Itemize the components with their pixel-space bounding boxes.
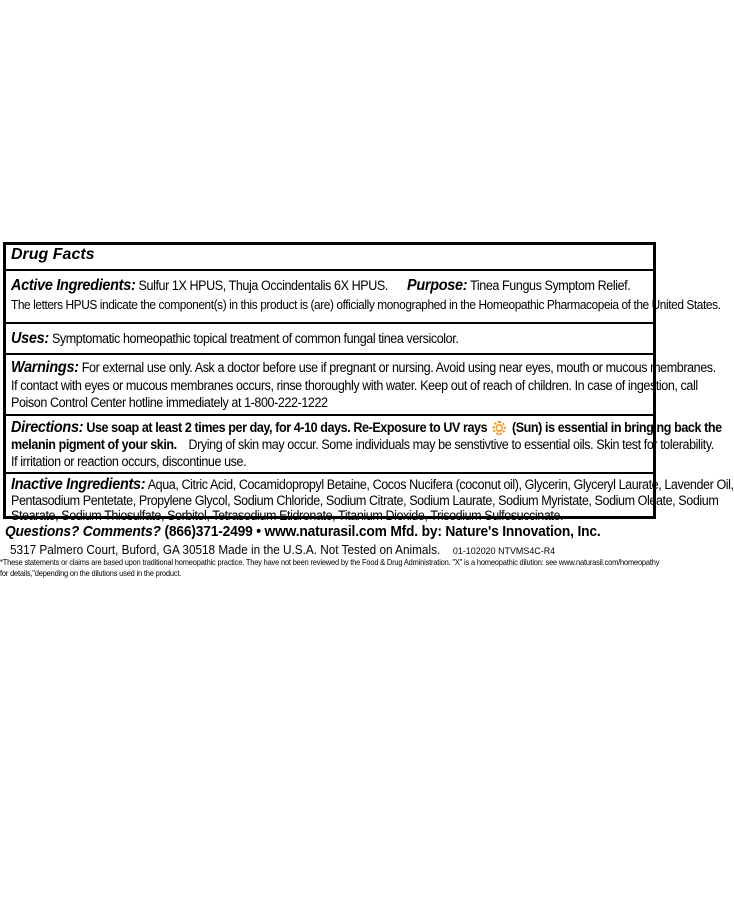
directions-bold-1b: (Sun) is essential in bringing back the [511, 420, 722, 435]
uses-text: Symptomatic homeopathic topical treatment of common fungal tinea versicolor. [51, 331, 459, 346]
questions-label: Questions? Comments? [5, 523, 161, 540]
inactive-line2: Pentasodium Pentetate, Propylene Glycol, Sodium Chloride, Sodium Citrate, Sodium Laurate, Sodium Myristate, Sodium Oleate, Sodium [11, 493, 719, 508]
warnings-line1 [11, 360, 716, 376]
warnings-text-1: For external use only. Ask a doctor before use if pregnant or nursing. Avoid using near eyes, mouth or mucous membranes. [81, 360, 716, 375]
inactive-line3: Stearate, Sodium Thiosulfate, Sorbitol, Tetrasodium Etidronate, Titanium Dioxide, Trisodium Sulfosuccinate. [11, 508, 564, 523]
disclaimer-line1: *These statements or claims are based upon traditional homeopathic practice. They have not been reviewed by the Food & Drug Administration. "X" is a homeopathic dilution: see www.naturasil.com/homeopathy [0, 557, 660, 567]
uses-line [11, 331, 458, 347]
contact-info: (866)371-2499 • www.naturasil.com Mfd. by: Nature's Innovation, Inc. [164, 523, 601, 540]
disclaimer [0, 557, 659, 579]
directions-section [6, 414, 722, 474]
directions-bold-2: melanin pigment of your skin. [11, 437, 177, 452]
directions-text-2: Drying of skin may occur. Some individuals may be senstivtive to essential oils. Skin test for tolerability. [188, 437, 714, 452]
inactive-line1 [11, 477, 734, 493]
uses-heading: Uses: [11, 330, 49, 347]
warnings-heading: Warnings: [11, 359, 79, 376]
hpus-note: The letters HPUS indicate the component(s) in this product is (are) officially monographed in the Homeopathic Pharmacopeia of the United States. [11, 297, 721, 312]
directions-line2 [11, 437, 714, 453]
warnings-line2: If contact with eyes or mucous membranes occurs, rinse thoroughly with water. Keep out of reach of children. In case of ingestion, call [11, 378, 698, 393]
inactive-text-1: Aqua, Citric Acid, Cocamidopropyl Betaine, Cocos Nucifera (coconut oil), Glycerin, Glyceryl Laurate, Lavender Oil, [147, 477, 734, 492]
active-text: Sulfur 1X HPUS, Thuja Occindentalis 6X HPUS. [138, 278, 388, 293]
uses-section [6, 322, 653, 355]
drug-facts-title: Drug Facts [11, 246, 95, 263]
sun-icon [493, 421, 506, 435]
product-codes: 01-102020 NTVMS4C-R4 [452, 546, 556, 557]
active-ingredients-section [6, 269, 721, 324]
warnings-line3: Poison Control Center hotline immediately at 1-800-222-1222 [11, 395, 328, 410]
address-line [10, 543, 555, 557]
purpose-heading: Purpose: [407, 277, 468, 294]
questions-line [5, 523, 600, 540]
disclaimer-line2: for details,"depending on the dilutions used in the product. [0, 568, 182, 578]
active-heading: Active Ingredients: [11, 277, 136, 294]
directions-heading: Directions: [11, 419, 84, 436]
purpose-text: Tinea Fungus Symptom Relief. [470, 278, 631, 293]
directions-line3: If irritation or reaction occurs, discontinue use. [11, 454, 247, 469]
drug-facts-panel [3, 242, 734, 523]
active-line [11, 278, 630, 294]
directions-line1 [11, 420, 722, 436]
directions-bold-1a: Use soap at least 2 times per day, for 4-10 days. Re-Exposure to UV rays [86, 420, 488, 435]
inactive-heading: Inactive Ingredients: [11, 476, 146, 493]
inactive-ingredients-section [6, 472, 734, 523]
warnings-section [6, 353, 716, 416]
address: 5317 Palmero Court, Buford, GA 30518 Made in the U.S.A. Not Tested on Animals. [10, 543, 441, 557]
